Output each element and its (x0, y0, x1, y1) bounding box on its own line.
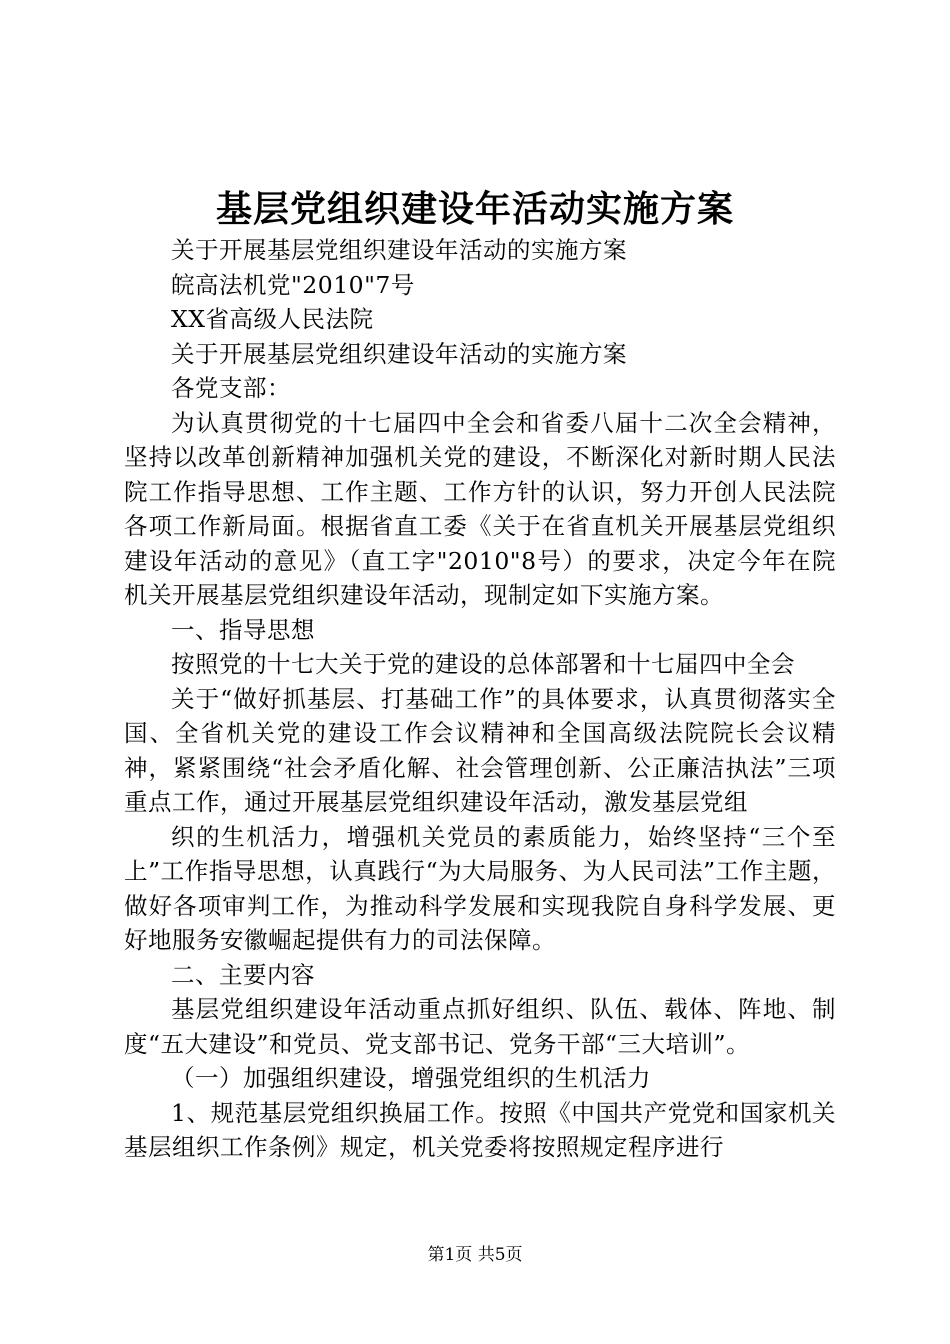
document-body (124, 233, 836, 1165)
paragraph: XX省高级人民法院 (171, 305, 374, 333)
paragraph: 按照党的十七大关于党的建设的总体部署和十七届四中全会 (171, 650, 795, 678)
paragraph: 关于“做好抓基层、打基础工作”的具体要求，认真贯彻落实全国、全省机关党的建设工作会议精神和全国高级法院院长会议精神，紧紧围绕“社会矛盾化解、社会管理创新、公正廉洁执法”三项重点工作，通过开展基层党组织建设年活动，激发基层党组 (124, 684, 836, 816)
paragraph: 为认真贯彻党的十七届四中全会和省委八届十二次全会精神，坚持以改革创新精神加强机关党的建设，不断深化对新时期人民法院工作指导思想、工作主题、工作方针的认识，努力开创人民法院各项工作新局面。根据省直工委《关于在省直机关开展基层党组织建设年活动的意见》（直工字"2010"8号）的要求，决定今年在院机关开展基层党组织建设年活动，现制定如下实施方案。 (124, 408, 836, 609)
paragraph: 关于开展基层党组织建设年活动的实施方案 (171, 236, 627, 264)
subsection-heading: （一）加强组织建设，增强党组织的生机活力 (171, 1064, 651, 1092)
paragraph: 各党支部： (171, 374, 291, 402)
paragraph: 基层党组织建设年活动重点抓好组织、队伍、载体、阵地、制度“五大建设”和党员、党支部书记、党务干部“三大培训”。 (124, 995, 836, 1058)
page-footer: 第1页 共5页 (427, 1245, 523, 1265)
paragraph: 1、规范基层党组织换届工作。按照《中国共产党党和国家机关基层组织工作条例》规定，机关党委将按照规定程序进行 (124, 1098, 836, 1161)
paragraph: 关于开展基层党组织建设年活动的实施方案 (171, 339, 627, 368)
paragraph: 皖高法机党"2010"7号 (171, 270, 415, 299)
paragraph: 织的生机活力，增强机关党员的素质能力，始终坚持“三个至上”工作指导思想，认真践行“为大局服务、为人民司法”工作主题，做好各项审判工作，为推动科学发展和实现我院自身科学发展、更好地服务安徽崛起提供有力的司法保障。 (124, 822, 836, 954)
section-heading: 二、主要内容 (171, 960, 315, 989)
document-title: 基层党组织建设年活动实施方案 (215, 188, 734, 230)
section-heading: 一、指导思想 (171, 615, 315, 644)
